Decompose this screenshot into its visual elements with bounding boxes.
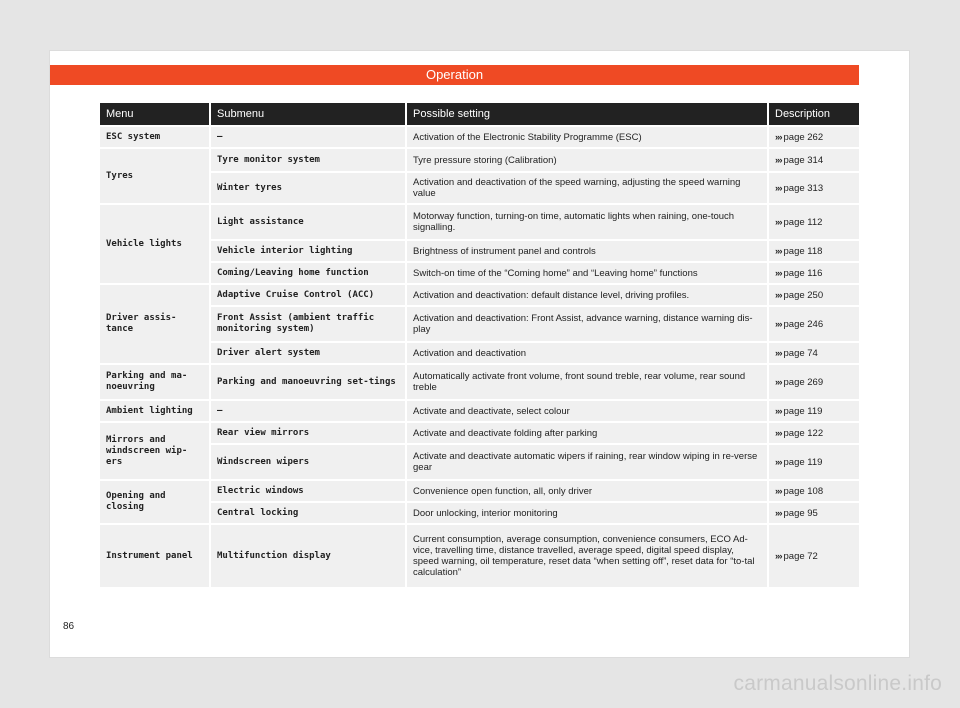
- cross-reference-arrow-icon: ›››: [775, 216, 782, 228]
- table-header-row: [100, 103, 859, 125]
- submenu-cell: Winter tyres: [211, 173, 407, 203]
- cross-reference-arrow-icon: ›››: [775, 131, 782, 143]
- column-header-description: Description: [769, 103, 859, 125]
- section-title: Operation: [425, 67, 484, 82]
- section-header-band: [50, 65, 859, 85]
- setting-cell: Activation and deactivation: default distance level, driving profiles.: [407, 285, 769, 305]
- page-reference-link[interactable]: page 95: [783, 507, 818, 519]
- submenu-cell: Adaptive Cruise Control (ACC): [211, 285, 407, 305]
- menu-cell: Parking and ma-noeuvring: [100, 365, 211, 399]
- table-row: [100, 149, 859, 171]
- page-reference-link[interactable]: page 116: [783, 267, 823, 279]
- watermark: carmanualsonline.info: [733, 672, 942, 695]
- menu-cell: Instrument panel: [100, 525, 211, 587]
- setting-cell: Tyre pressure storing (Calibration): [407, 149, 769, 171]
- submenu-cell: Tyre monitor system: [211, 149, 407, 171]
- page-reference-link[interactable]: page 118: [783, 245, 823, 257]
- cross-reference-arrow-icon: ›››: [775, 267, 782, 279]
- menu-cell: Tyres: [100, 149, 211, 203]
- page-reference-link[interactable]: page 262: [783, 131, 824, 143]
- column-header-setting: Possible setting: [407, 103, 769, 125]
- page-reference-link[interactable]: page 269: [783, 376, 824, 388]
- page-reference-cell[interactable]: [769, 263, 859, 283]
- cross-reference-arrow-icon: ›››: [775, 245, 782, 257]
- page-reference-cell[interactable]: [769, 127, 859, 147]
- page-reference-cell[interactable]: [769, 525, 859, 587]
- page-reference-link[interactable]: page 119: [783, 405, 823, 417]
- page-reference-cell[interactable]: [769, 503, 859, 523]
- submenu-cell: Central locking: [211, 503, 407, 523]
- cross-reference-arrow-icon: ›››: [775, 289, 782, 301]
- submenu-cell: –: [211, 127, 407, 147]
- setting-cell: Convenience open function, all, only driver: [407, 481, 769, 501]
- table-row: [100, 401, 859, 421]
- page-reference-cell[interactable]: [769, 173, 859, 203]
- table-row: [100, 241, 859, 261]
- menu-cell: Mirrors and windscreen wip-ers: [100, 423, 211, 479]
- table-row: [100, 173, 859, 203]
- page-reference-link[interactable]: page 74: [783, 347, 818, 359]
- setting-cell: Activation and deactivation of the speed warning, adjusting the speed warning value: [407, 173, 769, 203]
- setting-cell: Activate and deactivate, select colour: [407, 401, 769, 421]
- page-reference-link[interactable]: page 314: [783, 154, 824, 166]
- table-row: [100, 525, 859, 587]
- page-reference-cell[interactable]: [769, 343, 859, 363]
- cross-reference-arrow-icon: ›››: [775, 456, 782, 468]
- table-row: [100, 127, 859, 147]
- table-row: [100, 365, 859, 399]
- setting-cell: Brightness of instrument panel and controls: [407, 241, 769, 261]
- page-reference-link[interactable]: page 246: [783, 318, 824, 330]
- setting-cell: Activate and deactivate automatic wipers if raining, rear window wiping in re-verse gear: [407, 445, 769, 479]
- column-header-menu: Menu: [100, 103, 211, 125]
- cross-reference-arrow-icon: ›››: [775, 550, 782, 562]
- submenu-cell: Windscreen wipers: [211, 445, 407, 479]
- page-number: 86: [63, 621, 75, 632]
- submenu-cell: Coming/Leaving home function: [211, 263, 407, 283]
- submenu-cell: Vehicle interior lighting: [211, 241, 407, 261]
- setting-cell: Activation and deactivation: [407, 343, 769, 363]
- table-row: [100, 445, 859, 479]
- cross-reference-arrow-icon: ›››: [775, 182, 782, 194]
- operation-table: [100, 101, 859, 589]
- cross-reference-arrow-icon: ›››: [775, 507, 782, 519]
- cross-reference-arrow-icon: ›››: [775, 405, 782, 417]
- cross-reference-arrow-icon: ›››: [775, 427, 782, 439]
- submenu-cell: Front Assist (ambient traffic monitoring system): [211, 307, 407, 341]
- setting-cell: Automatically activate front volume, front sound treble, rear volume, rear sound treble: [407, 365, 769, 399]
- table-row: [100, 205, 859, 239]
- page-reference-link[interactable]: page 313: [783, 182, 824, 194]
- submenu-cell: Rear view mirrors: [211, 423, 407, 443]
- cross-reference-arrow-icon: ›››: [775, 376, 782, 388]
- setting-cell: Activation of the Electronic Stability Programme (ESC): [407, 127, 769, 147]
- setting-cell: Activate and deactivate folding after parking: [407, 423, 769, 443]
- page-reference-link[interactable]: page 72: [783, 550, 818, 562]
- submenu-cell: –: [211, 401, 407, 421]
- setting-cell: Activation and deactivation: Front Assist, advance warning, distance warning dis-play: [407, 307, 769, 341]
- column-header-submenu: Submenu: [211, 103, 407, 125]
- table-row: [100, 263, 859, 283]
- table-row: [100, 481, 859, 501]
- page-reference-cell[interactable]: [769, 481, 859, 501]
- page-reference-cell[interactable]: [769, 241, 859, 261]
- setting-cell: Switch-on time of the “Coming home” and “Leaving home” functions: [407, 263, 769, 283]
- submenu-cell: Driver alert system: [211, 343, 407, 363]
- page-reference-cell[interactable]: [769, 423, 859, 443]
- page-reference-link[interactable]: page 108: [783, 485, 824, 497]
- menu-cell: Ambient lighting: [100, 401, 211, 421]
- table-body: [100, 127, 859, 587]
- menu-cell: Vehicle lights: [100, 205, 211, 283]
- page-reference-cell[interactable]: [769, 445, 859, 479]
- setting-cell: Door unlocking, interior monitoring: [407, 503, 769, 523]
- page-reference-cell[interactable]: [769, 149, 859, 171]
- menu-cell: ESC system: [100, 127, 211, 147]
- submenu-cell: Parking and manoeuvring set-tings: [211, 365, 407, 399]
- menu-cell: Opening and closing: [100, 481, 211, 523]
- page-reference-cell[interactable]: [769, 365, 859, 399]
- cross-reference-arrow-icon: ›››: [775, 347, 782, 359]
- page-reference-link[interactable]: page 119: [783, 456, 823, 468]
- table-row: [100, 503, 859, 523]
- page-reference-link[interactable]: page 250: [783, 289, 824, 301]
- submenu-cell: Multifunction display: [211, 525, 407, 587]
- setting-cell: Current consumption, average consumption, convenience consumers, ECO Ad-vice, travelling time, distance travelled, average speed, digital speed display, speed warning, oil temperature, reset data “when setting off”, reset data for “to-tal calculation”: [407, 525, 769, 587]
- submenu-cell: Electric windows: [211, 481, 407, 501]
- cross-reference-arrow-icon: ›››: [775, 485, 782, 497]
- table-row: [100, 285, 859, 305]
- page-reference-link[interactable]: page 122: [783, 427, 824, 439]
- cross-reference-arrow-icon: ›››: [775, 154, 782, 166]
- page-reference-cell[interactable]: [769, 307, 859, 341]
- cross-reference-arrow-icon: ›››: [775, 318, 782, 330]
- page-reference-cell[interactable]: [769, 205, 859, 239]
- page-reference-cell[interactable]: [769, 285, 859, 305]
- table-row: [100, 307, 859, 341]
- menu-cell: Driver assis-tance: [100, 285, 211, 363]
- table-row: [100, 343, 859, 363]
- table-row: [100, 423, 859, 443]
- page-reference-cell[interactable]: [769, 401, 859, 421]
- setting-cell: Motorway function, turning-on time, automatic lights when raining, one-touch signalling.: [407, 205, 769, 239]
- page-reference-link[interactable]: page 112: [783, 216, 823, 228]
- submenu-cell: Light assistance: [211, 205, 407, 239]
